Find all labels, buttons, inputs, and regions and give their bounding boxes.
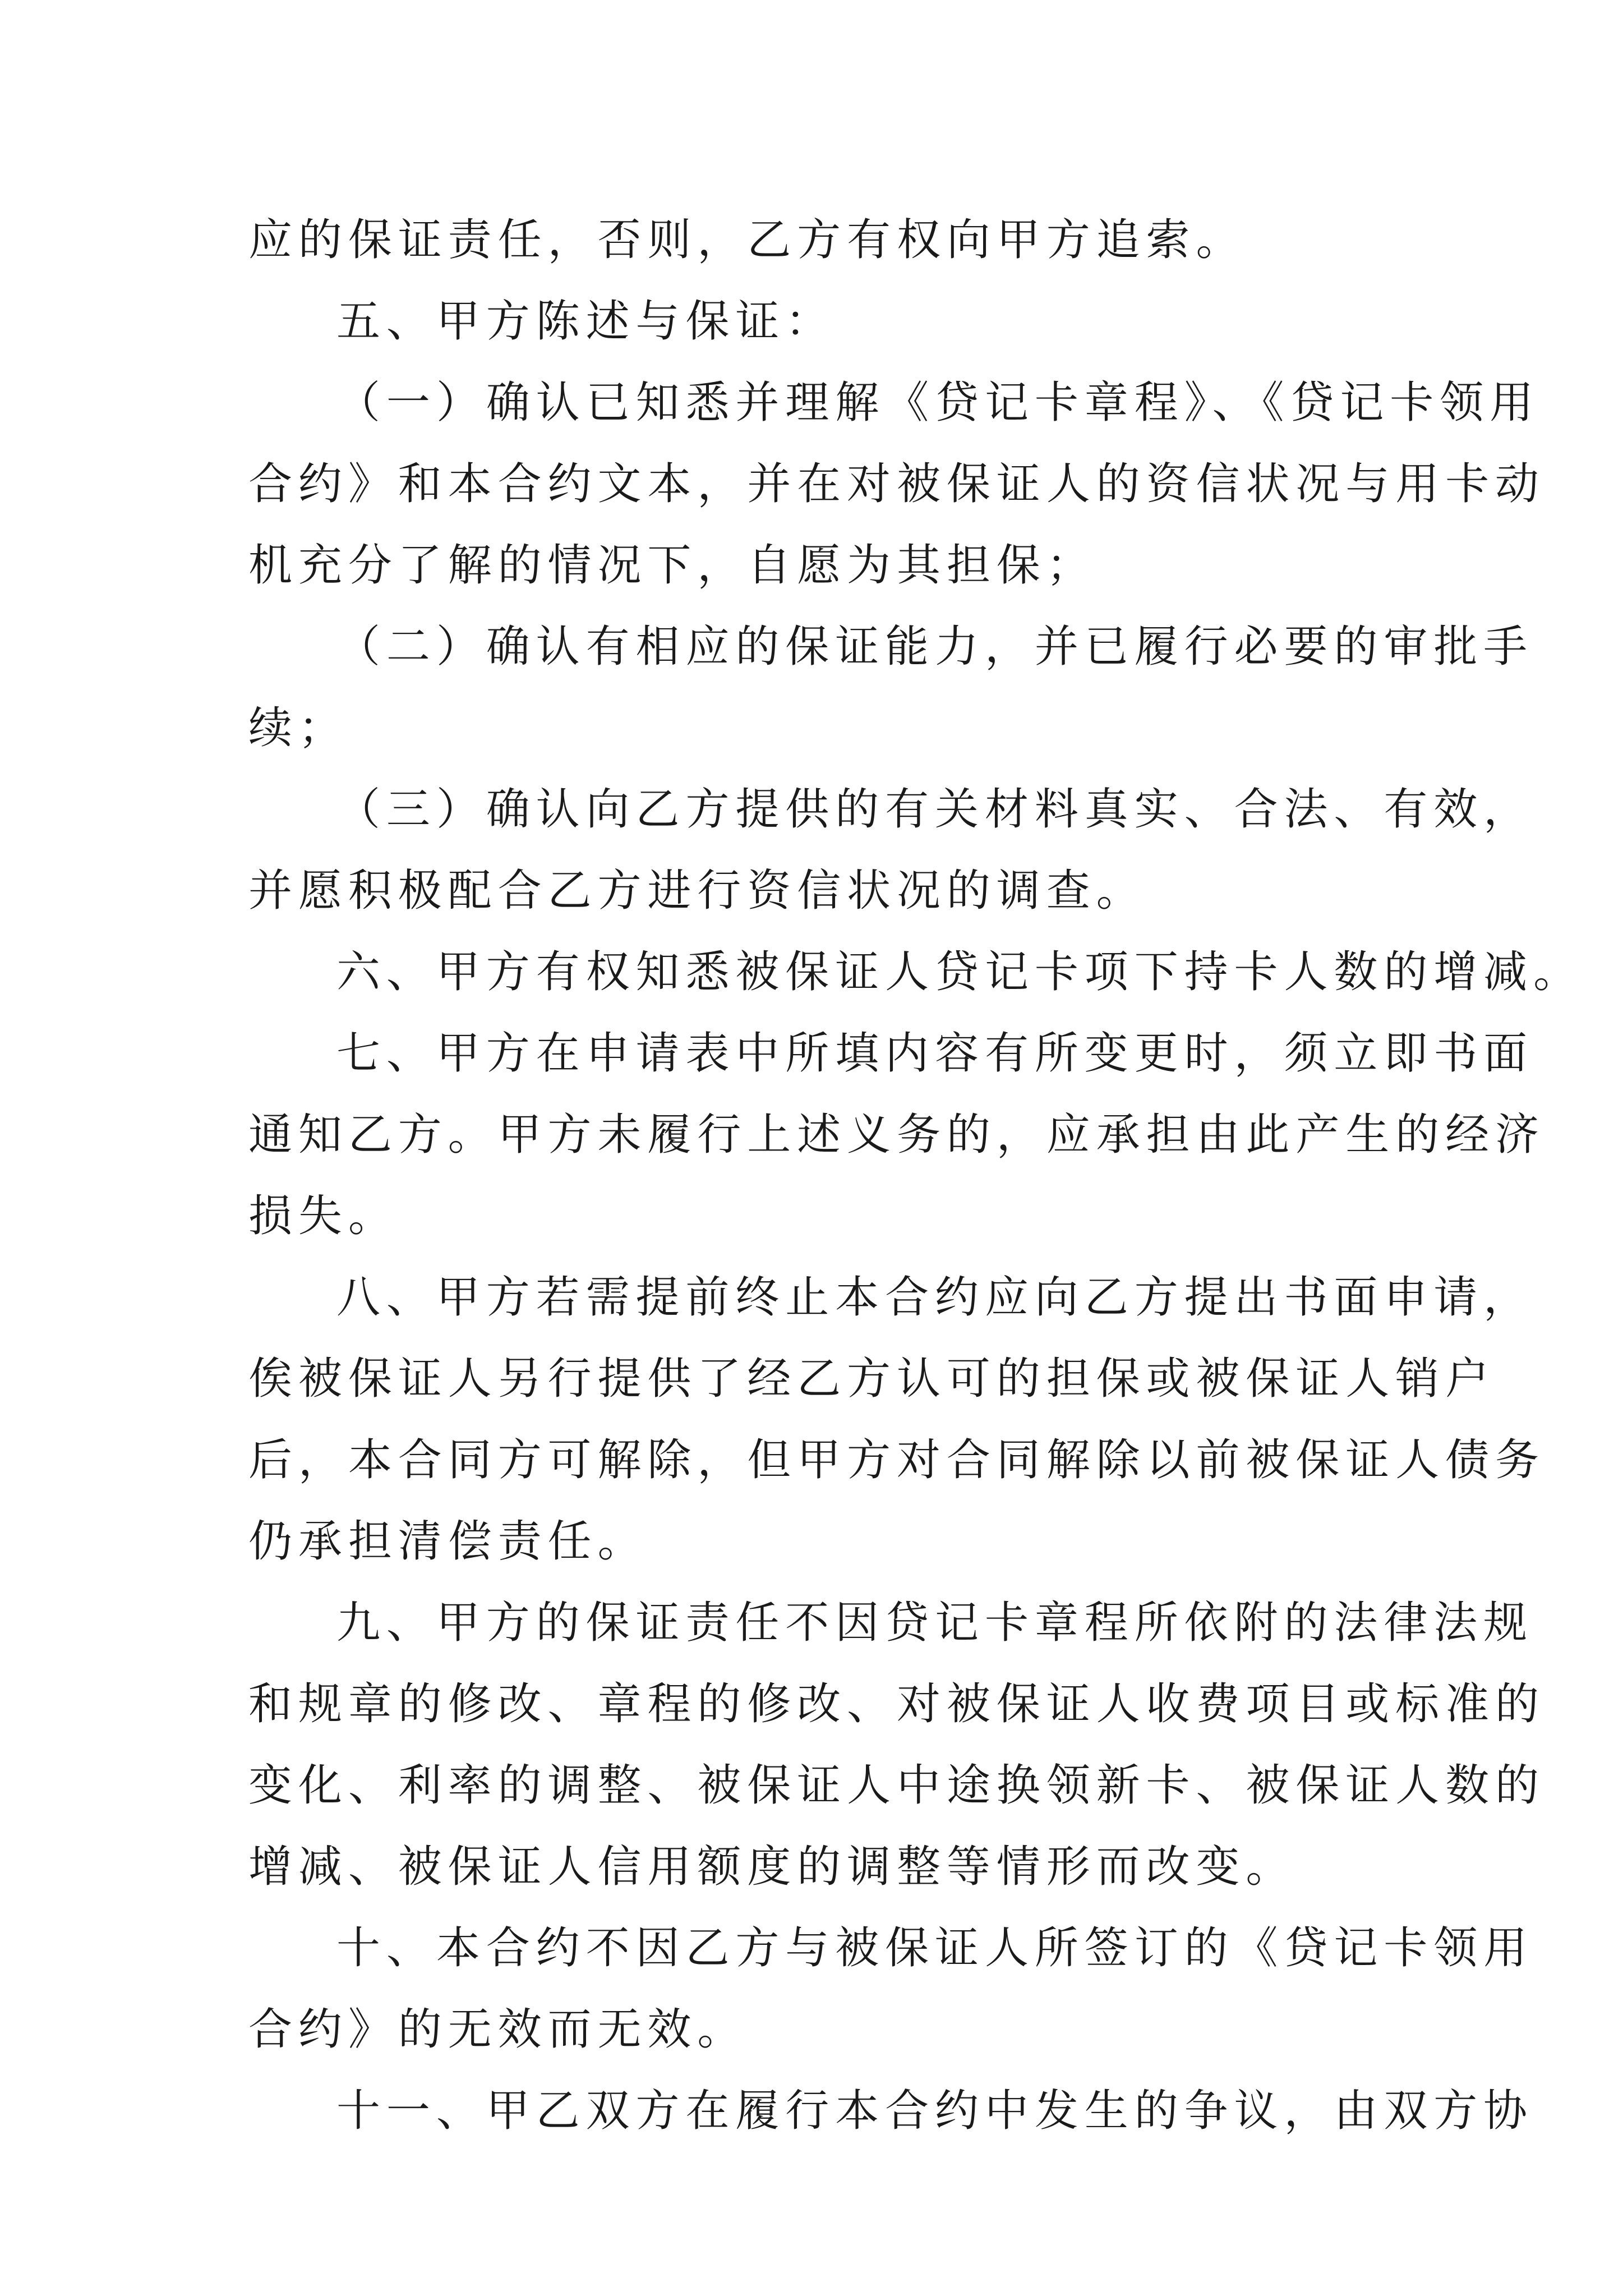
text-line: 十、本合约不因乙方与被保证人所签订的《贷记卡领用: [336, 1923, 1534, 1973]
text-line: 和规章的修改、章程的修改、对被保证人收费项目或标准的: [248, 1679, 1545, 1729]
text-line: （三）确认向乙方提供的有关材料真实、合法、有效，: [336, 784, 1534, 835]
section-heading: 五、甲方陈述与保证：: [336, 296, 836, 347]
text-line: 九、甲方的保证责任不因贷记卡章程所依附的法律法规: [336, 1598, 1534, 1648]
text-line: 十一、甲乙双方在履行本合约中发生的争议，由双方协: [336, 2086, 1534, 2136]
text-line: 机充分了解的情况下，自愿为其担保；: [248, 540, 1096, 591]
text-line: 八、甲方若需提前终止本合约应向乙方提出书面申请，: [336, 1272, 1534, 1323]
text-line: 损失。: [248, 1191, 398, 1241]
text-line: 仍承担清偿责任。: [248, 1516, 648, 1567]
text-line: 合约》的无效而无效。: [248, 2004, 748, 2055]
text-line: 俟被保证人另行提供了经乙方认可的担保或被保证人销户: [248, 1354, 1496, 1404]
text-line: 应的保证责任，否则，乙方有权向甲方追索。: [248, 215, 1246, 265]
text-line: 七、甲方在申请表中所填内容有所变更时，须立即书面: [336, 1028, 1534, 1079]
text-line: 续；: [248, 703, 348, 753]
text-line: （二）确认有相应的保证能力，并已履行必要的审批手: [336, 622, 1534, 672]
text-line: 变化、利率的调整、被保证人中途换领新卡、被保证人数的: [248, 1760, 1545, 1811]
text-line: （一）确认已知悉并理解《贷记卡章程》、《贷记卡领用: [336, 378, 1540, 428]
text-line: 合约》和本合约文本，并在对被保证人的资信状况与用卡动: [248, 459, 1545, 509]
text-line: 通知乙方。甲方未履行上述义务的，应承担由此产生的经济: [248, 1110, 1545, 1160]
text-line: 后，本合同方可解除，但甲方对合同解除以前被保证人债务: [248, 1435, 1545, 1485]
text-line: 增减、被保证人信用额度的调整等情形而改变。: [248, 1842, 1296, 1892]
text-line: 并愿积极配合乙方进行资信状况的调查。: [248, 866, 1146, 916]
text-line: 六、甲方有权知悉被保证人贷记卡项下持卡人数的增减。: [336, 947, 1584, 997]
